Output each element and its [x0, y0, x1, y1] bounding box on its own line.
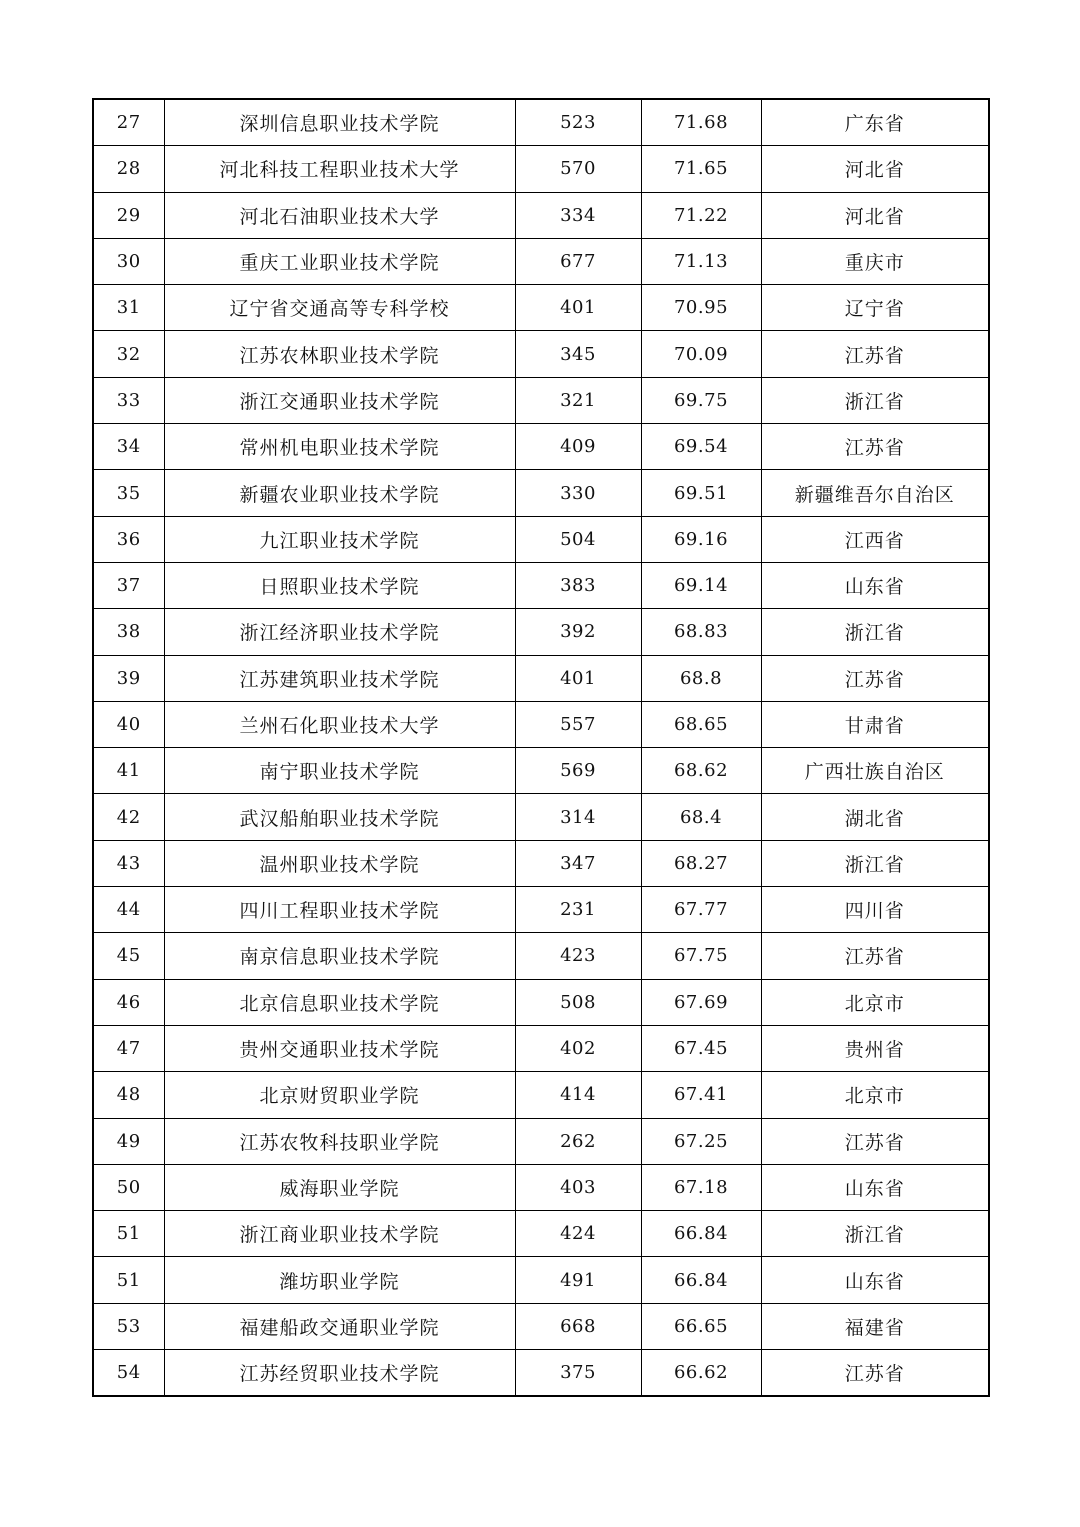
province-cell: 贵州省 [761, 1025, 989, 1071]
school-name-cell: 威海职业学院 [164, 1164, 515, 1210]
school-name-cell: 北京财贸职业学院 [164, 1072, 515, 1118]
table-row [93, 1303, 989, 1349]
score-cell: 70.09 [641, 331, 761, 377]
province-cell: 山东省 [761, 1257, 989, 1303]
score-cell: 66.84 [641, 1211, 761, 1257]
province-cell: 湖北省 [761, 794, 989, 840]
school-name-cell: 北京信息职业技术学院 [164, 979, 515, 1025]
school-name-cell: 南京信息职业技术学院 [164, 933, 515, 979]
count-cell: 569 [515, 748, 641, 794]
table-row [93, 424, 989, 470]
score-cell: 67.18 [641, 1164, 761, 1210]
school-name-cell: 河北石油职业技术大学 [164, 192, 515, 238]
province-cell: 广东省 [761, 99, 989, 146]
score-cell: 68.62 [641, 748, 761, 794]
rank-cell: 46 [93, 979, 164, 1025]
rank-cell: 48 [93, 1072, 164, 1118]
table-row [93, 1072, 989, 1118]
count-cell: 423 [515, 933, 641, 979]
province-cell: 江苏省 [761, 331, 989, 377]
province-cell: 河北省 [761, 146, 989, 192]
score-cell: 68.65 [641, 701, 761, 747]
school-name-cell: 新疆农业职业技术学院 [164, 470, 515, 516]
count-cell: 668 [515, 1303, 641, 1349]
school-name-cell: 兰州石化职业技术大学 [164, 701, 515, 747]
score-cell: 67.75 [641, 933, 761, 979]
school-name-cell: 河北科技工程职业技术大学 [164, 146, 515, 192]
rank-cell: 36 [93, 516, 164, 562]
rank-cell: 44 [93, 887, 164, 933]
score-cell: 66.62 [641, 1350, 761, 1397]
school-name-cell: 日照职业技术学院 [164, 562, 515, 608]
count-cell: 424 [515, 1211, 641, 1257]
province-cell: 江西省 [761, 516, 989, 562]
province-cell: 四川省 [761, 887, 989, 933]
score-cell: 71.68 [641, 99, 761, 146]
rank-cell: 29 [93, 192, 164, 238]
school-name-cell: 贵州交通职业技术学院 [164, 1025, 515, 1071]
province-cell: 重庆市 [761, 238, 989, 284]
score-cell: 68.4 [641, 794, 761, 840]
count-cell: 414 [515, 1072, 641, 1118]
rank-cell: 33 [93, 377, 164, 423]
count-cell: 401 [515, 655, 641, 701]
score-cell: 68.27 [641, 840, 761, 886]
province-cell: 江苏省 [761, 933, 989, 979]
rank-cell: 53 [93, 1303, 164, 1349]
score-cell: 67.45 [641, 1025, 761, 1071]
rank-cell: 28 [93, 146, 164, 192]
province-cell: 浙江省 [761, 609, 989, 655]
province-cell: 北京市 [761, 1072, 989, 1118]
count-cell: 383 [515, 562, 641, 608]
count-cell: 345 [515, 331, 641, 377]
rank-cell: 47 [93, 1025, 164, 1071]
rank-cell: 35 [93, 470, 164, 516]
table-row [93, 238, 989, 284]
score-cell: 69.54 [641, 424, 761, 470]
rank-cell: 30 [93, 238, 164, 284]
rank-cell: 54 [93, 1350, 164, 1397]
table-row [93, 516, 989, 562]
province-cell: 福建省 [761, 1303, 989, 1349]
count-cell: 392 [515, 609, 641, 655]
school-name-cell: 江苏农林职业技术学院 [164, 331, 515, 377]
rank-cell: 45 [93, 933, 164, 979]
ranking-table-body [93, 99, 989, 1396]
province-cell: 江苏省 [761, 1350, 989, 1397]
rank-cell: 50 [93, 1164, 164, 1210]
score-cell: 69.14 [641, 562, 761, 608]
rank-cell: 43 [93, 840, 164, 886]
score-cell: 66.65 [641, 1303, 761, 1349]
count-cell: 401 [515, 285, 641, 331]
table-row [93, 1257, 989, 1303]
score-cell: 67.77 [641, 887, 761, 933]
province-cell: 浙江省 [761, 1211, 989, 1257]
province-cell: 甘肃省 [761, 701, 989, 747]
count-cell: 314 [515, 794, 641, 840]
table-row [93, 470, 989, 516]
table-row [93, 331, 989, 377]
province-cell: 江苏省 [761, 1118, 989, 1164]
rank-cell: 27 [93, 99, 164, 146]
score-cell: 69.16 [641, 516, 761, 562]
province-cell: 浙江省 [761, 377, 989, 423]
score-cell: 67.69 [641, 979, 761, 1025]
score-cell: 71.22 [641, 192, 761, 238]
table-row [93, 655, 989, 701]
school-name-cell: 浙江交通职业技术学院 [164, 377, 515, 423]
count-cell: 330 [515, 470, 641, 516]
table-row [93, 1350, 989, 1397]
rank-cell: 42 [93, 794, 164, 840]
rank-cell: 39 [93, 655, 164, 701]
table-row [93, 562, 989, 608]
table-row [93, 1025, 989, 1071]
score-cell: 66.84 [641, 1257, 761, 1303]
province-cell: 山东省 [761, 562, 989, 608]
school-name-cell: 浙江经济职业技术学院 [164, 609, 515, 655]
province-cell: 河北省 [761, 192, 989, 238]
count-cell: 677 [515, 238, 641, 284]
table-row [93, 609, 989, 655]
table-row [93, 887, 989, 933]
rank-cell: 31 [93, 285, 164, 331]
count-cell: 409 [515, 424, 641, 470]
count-cell: 321 [515, 377, 641, 423]
school-name-cell: 重庆工业职业技术学院 [164, 238, 515, 284]
table-row [93, 701, 989, 747]
score-cell: 69.75 [641, 377, 761, 423]
province-cell: 北京市 [761, 979, 989, 1025]
table-row [93, 192, 989, 238]
count-cell: 403 [515, 1164, 641, 1210]
table-row [93, 1118, 989, 1164]
school-name-cell: 武汉船舶职业技术学院 [164, 794, 515, 840]
count-cell: 231 [515, 887, 641, 933]
rank-cell: 32 [93, 331, 164, 377]
school-name-cell: 潍坊职业学院 [164, 1257, 515, 1303]
count-cell: 523 [515, 99, 641, 146]
ranking-table [92, 98, 990, 1397]
count-cell: 262 [515, 1118, 641, 1164]
count-cell: 557 [515, 701, 641, 747]
table-row [93, 1164, 989, 1210]
score-cell: 71.65 [641, 146, 761, 192]
province-cell: 江苏省 [761, 655, 989, 701]
school-name-cell: 温州职业技术学院 [164, 840, 515, 886]
province-cell: 辽宁省 [761, 285, 989, 331]
rank-cell: 51 [93, 1211, 164, 1257]
score-cell: 67.41 [641, 1072, 761, 1118]
table-row [93, 1211, 989, 1257]
province-cell: 山东省 [761, 1164, 989, 1210]
score-cell: 67.25 [641, 1118, 761, 1164]
rank-cell: 41 [93, 748, 164, 794]
count-cell: 375 [515, 1350, 641, 1397]
province-cell: 江苏省 [761, 424, 989, 470]
score-cell: 69.51 [641, 470, 761, 516]
rank-cell: 34 [93, 424, 164, 470]
school-name-cell: 四川工程职业技术学院 [164, 887, 515, 933]
count-cell: 491 [515, 1257, 641, 1303]
school-name-cell: 福建船政交通职业学院 [164, 1303, 515, 1349]
province-cell: 浙江省 [761, 840, 989, 886]
score-cell: 68.8 [641, 655, 761, 701]
province-cell: 广西壮族自治区 [761, 748, 989, 794]
count-cell: 508 [515, 979, 641, 1025]
province-cell: 新疆维吾尔自治区 [761, 470, 989, 516]
rank-cell: 51 [93, 1257, 164, 1303]
rank-cell: 38 [93, 609, 164, 655]
count-cell: 402 [515, 1025, 641, 1071]
table-row [93, 748, 989, 794]
table-row [93, 99, 989, 146]
school-name-cell: 深圳信息职业技术学院 [164, 99, 515, 146]
count-cell: 347 [515, 840, 641, 886]
count-cell: 334 [515, 192, 641, 238]
school-name-cell: 常州机电职业技术学院 [164, 424, 515, 470]
school-name-cell: 江苏建筑职业技术学院 [164, 655, 515, 701]
score-cell: 71.13 [641, 238, 761, 284]
score-cell: 70.95 [641, 285, 761, 331]
school-name-cell: 浙江商业职业技术学院 [164, 1211, 515, 1257]
table-row [93, 979, 989, 1025]
count-cell: 504 [515, 516, 641, 562]
rank-cell: 37 [93, 562, 164, 608]
rank-cell: 40 [93, 701, 164, 747]
table-row [93, 794, 989, 840]
school-name-cell: 江苏农牧科技职业学院 [164, 1118, 515, 1164]
table-row [93, 285, 989, 331]
school-name-cell: 九江职业技术学院 [164, 516, 515, 562]
school-name-cell: 辽宁省交通高等专科学校 [164, 285, 515, 331]
table-row [93, 840, 989, 886]
score-cell: 68.83 [641, 609, 761, 655]
table-row [93, 146, 989, 192]
table-row [93, 377, 989, 423]
rank-cell: 49 [93, 1118, 164, 1164]
school-name-cell: 南宁职业技术学院 [164, 748, 515, 794]
count-cell: 570 [515, 146, 641, 192]
school-name-cell: 江苏经贸职业技术学院 [164, 1350, 515, 1397]
table-row [93, 933, 989, 979]
